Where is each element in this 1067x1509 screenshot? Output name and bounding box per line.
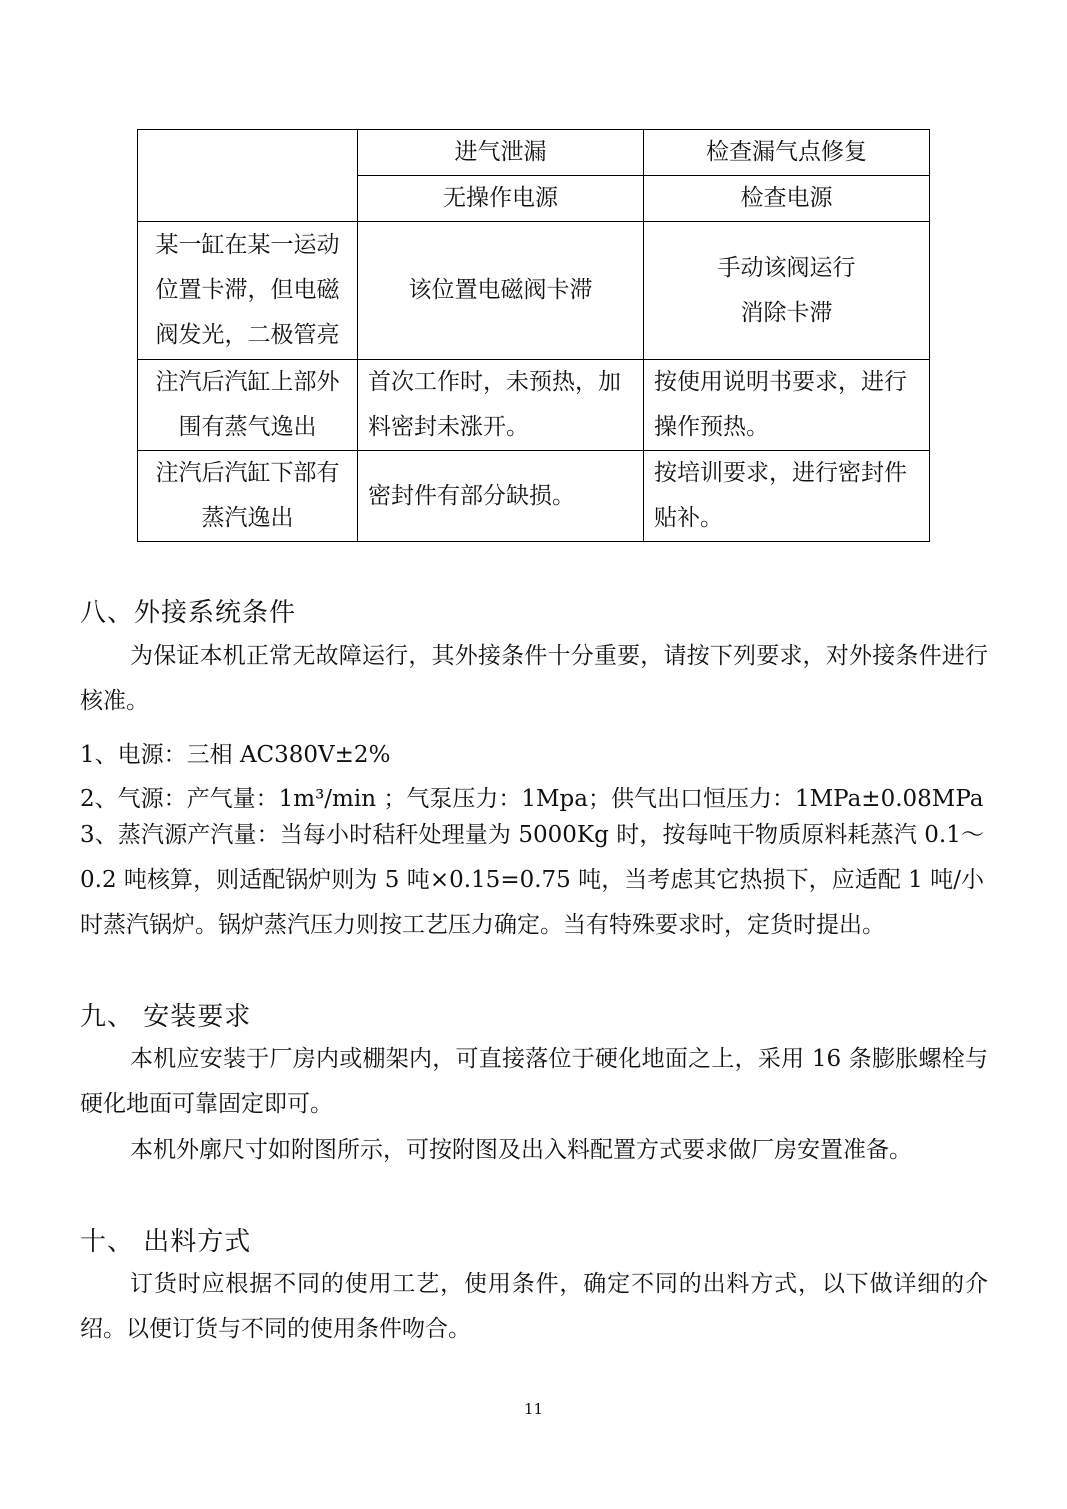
table-cell-symptom: 某一缸在某一运动 位置卡滞，但电磁 阀发光，二极管亮 <box>138 222 358 360</box>
table-cell-remedy: 检查漏气点修复 <box>644 130 930 176</box>
table-cell-remedy: 手动该阀运行 消除卡滞 <box>644 222 930 360</box>
steam-requirement: 3、蒸汽源产汽量：当每小时秸秆处理量为 5000Kg 时，按每吨干物质原料耗蒸汽 0.1～0.2 吨核算，则适配锅炉则为 5 吨×0.15=0.75 吨，当考虑其它热损下，应适配 1 吨/小时蒸汽锅炉。锅炉蒸汽压力则按工艺压力确定。当有特殊要求时，定货时提出。 <box>80 822 984 938</box>
section-8-intro: 为保证本机正常无故障运行，其外接条件十分重要，请按下列要求，对外接条件进行核准。 <box>80 643 988 714</box>
table-cell-remedy: 按培训要求，进行密封件 贴补。 <box>644 451 930 542</box>
table-cell-symptom: 注汽后汽缸上部外 围有蒸气逸出 <box>138 360 358 451</box>
table-row <box>138 360 930 451</box>
table-row <box>138 130 930 176</box>
section-9-heading: 九、 安装要求 <box>80 1002 252 1032</box>
section-10-heading: 十、 出料方式 <box>80 1227 252 1257</box>
table-row <box>138 451 930 542</box>
table-cell-cause: 无操作电源 <box>358 176 644 222</box>
table-cell-blank <box>138 130 358 222</box>
table-cell-cause: 密封件有部分缺损。 <box>358 451 644 542</box>
table-cell-remedy: 按使用说明书要求，进行 操作预热。 <box>644 360 930 451</box>
install-paragraph-1: 本机应安装于厂房内或棚架内，可直接落位于硬化地面之上，采用 16 条膨胀螺栓与硬化地面可靠固定即可。 <box>80 1046 988 1117</box>
table-cell-cause: 首次工作时，未预热，加 料密封未涨开。 <box>358 360 644 451</box>
table-cell-remedy: 检查电源 <box>644 176 930 222</box>
table-cell-symptom: 注汽后汽缸下部有 蒸汽逸出 <box>138 451 358 542</box>
air-requirement: 2、气源：产气量：1m³/min ；气泵压力：1Mpa；供气出口恒压力：1MPa±0.08MPa <box>80 786 984 812</box>
table-cell-cause: 进气泄漏 <box>358 130 644 176</box>
table-cell-cause: 该位置电磁阀卡滞 <box>358 222 644 360</box>
discharge-paragraph: 订货时应根据不同的使用工艺，使用条件，确定不同的出料方式，以下做详细的介绍。以便订货与不同的使用条件吻合。 <box>80 1271 988 1342</box>
fault-table <box>137 129 930 542</box>
table-row <box>138 222 930 360</box>
install-paragraph-2: 本机外廓尺寸如附图所示，可按附图及出入料配置方式要求做厂房安置准备。 <box>130 1137 912 1163</box>
power-requirement: 1、电源：三相 AC380V±2% <box>80 742 391 768</box>
page-number: 11 <box>523 1400 544 1418</box>
section-8-heading: 八、外接系统条件 <box>80 598 297 628</box>
